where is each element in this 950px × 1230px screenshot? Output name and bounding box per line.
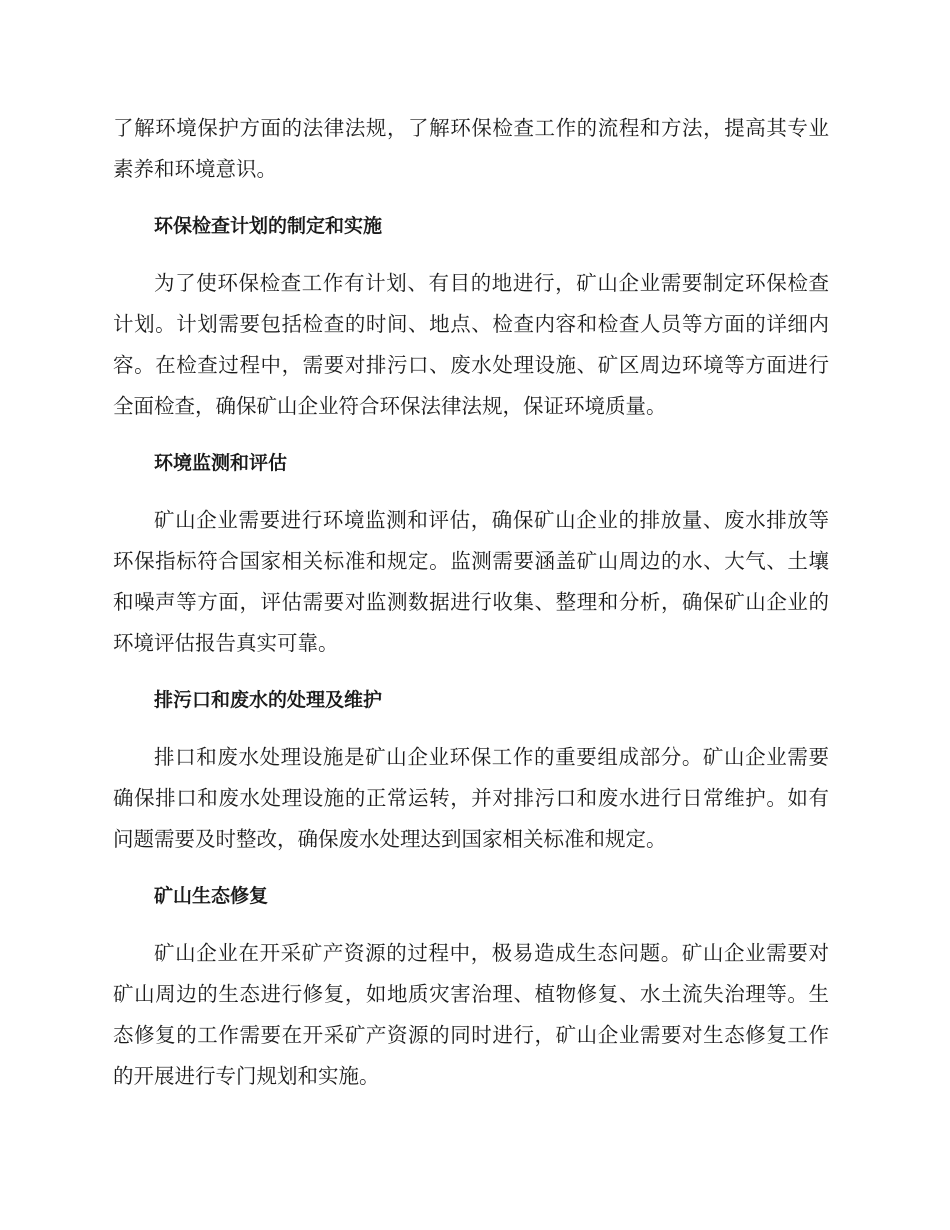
document-page: [113, 108, 829, 1097]
section-paragraph-inspection-plan: 为了使环保检查工作有计划、有目的地进行，矿山企业需要制定环保检查计划。计划需要包括检查的时间、地点、检查内容和检查人员等方面的详细内容。在检查过程中，需要对排污口、废水处理设施、矿区周边环境等方面进行全面检查，确保矿山企业符合环保法律法规，保证环境质量。: [113, 271, 829, 418]
section-paragraph-ecological-restoration: 矿山企业在开采矿产资源的过程中，极易造成生态问题。矿山企业需要对矿山周边的生态进行修复，如地质灾害治理、植物修复、水土流失治理等。生态修复的工作需要在开采矿产资源的同时进行，矿山企业需要对生态修复工作的开展进行专门规划和实施。: [113, 941, 829, 1088]
section-heading-monitoring: 环境监测和评估: [154, 452, 288, 474]
spacer: [113, 664, 829, 680]
spacer: [113, 917, 829, 933]
intro-paragraph: 了解环境保护方面的法律法规，了解环保检查工作的流程和方法，提高其专业素养和环境意识。: [113, 116, 829, 181]
section-paragraph-monitoring: 矿山企业需要进行环境监测和评估，确保矿山企业的排放量、废水排放等环保指标符合国家相关标准和规定。监测需要涵盖矿山周边的水、大气、土壤和噪声等方面，评估需要对监测数据进行收集、整理和分析，确保矿山企业的环境评估报告真实可靠。: [113, 508, 829, 655]
spacer: [113, 190, 829, 206]
spacer: [113, 427, 829, 443]
section-heading-wastewater: 排污口和废水的处理及维护: [154, 689, 383, 711]
spacer: [113, 860, 829, 876]
section-heading-inspection-plan: 环保检查计划的制定和实施: [154, 215, 383, 237]
section-heading-ecological-restoration: 矿山生态修复: [154, 885, 269, 907]
spacer: [113, 484, 829, 500]
section-paragraph-wastewater: 排口和废水处理设施是矿山企业环保工作的重要组成部分。矿山企业需要确保排口和废水处理设施的正常运转，并对排污口和废水进行日常维护。如有问题需要及时整改，确保废水处理达到国家相关标准和规定。: [113, 745, 829, 851]
spacer: [113, 721, 829, 737]
spacer: [113, 247, 829, 263]
